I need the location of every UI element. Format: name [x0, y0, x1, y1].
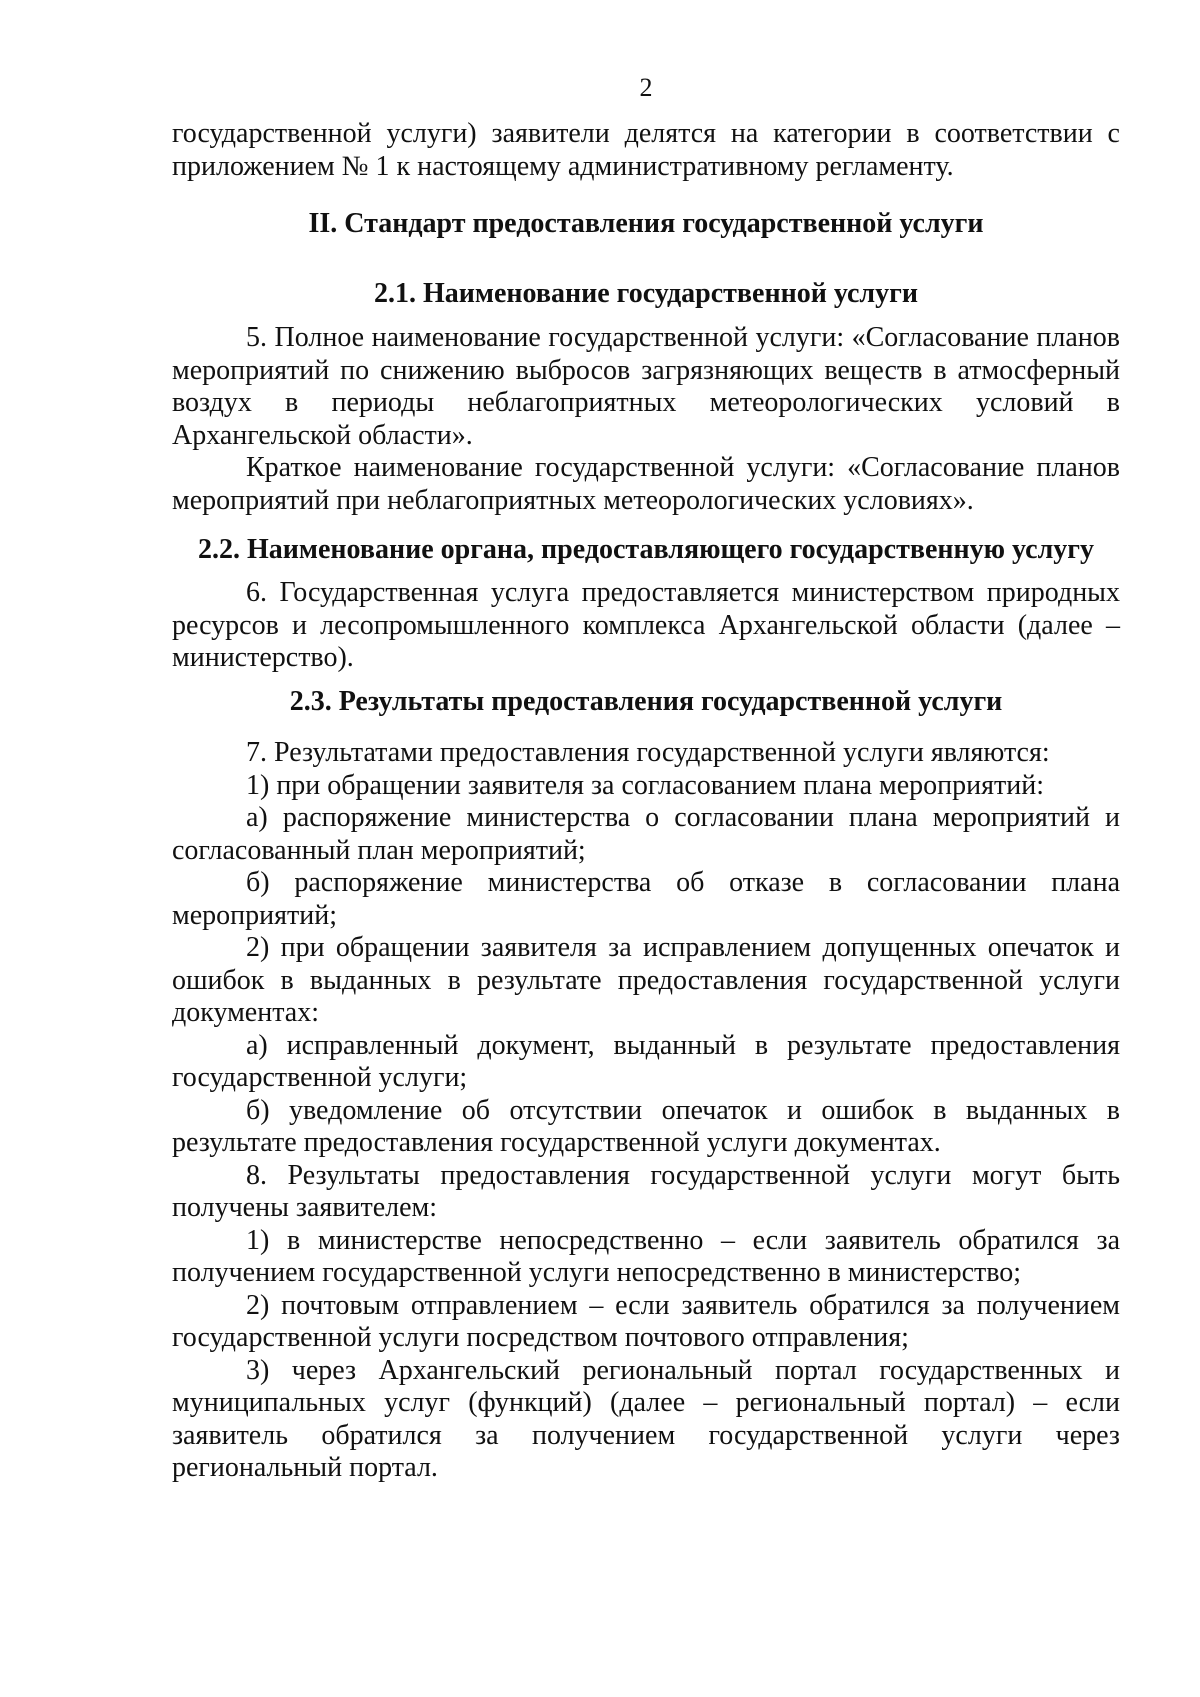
list-item-7-1-a: а) распоряжение министерства о согласовании плана мероприятий и согласованный план мероприятий; [172, 802, 1120, 866]
section-2-2-body [172, 577, 1120, 675]
paragraph-5: 5. Полное наименование государственной услуги: «Согласование планов мероприятий по снижению выбросов загрязняющих веществ в атмосферный воздух в периоды неблагоприятных метеорологических условий в Архангельской области». [172, 322, 1120, 451]
list-item-7-2: 2) при обращении заявителя за исправлением допущенных опечаток и ошибок в выданных в результате предоставления государственной услуги документах: [172, 932, 1120, 1028]
section-2-3-body [172, 737, 1120, 1485]
list-item-8-3: 3) через Архангельский региональный портал государственных и муниципальных услуг (функций) (далее – региональный портал) – если заявитель обратился за получением государственной услуги через региональный портал. [172, 1354, 1120, 1483]
list-item-8-1: 1) в министерстве непосредственно – если заявитель обратился за получением государственной услуги непосредственно в министерство; [172, 1224, 1120, 1288]
section-2-1-title: 2.1. Наименование государственной услуги [374, 278, 918, 309]
paragraph-7: 7. Результатами предоставления государственной услуги являются: [246, 737, 1050, 768]
section-ii-title: II. Стандарт предоставления государственной услуги [308, 208, 984, 239]
list-item-7-1: 1) при обращении заявителя за согласованием плана мероприятий: [246, 769, 1044, 801]
paragraph-6: 6. Государственная услуга предоставляется министерством природных ресурсов и лесопромышленного комплекса Архангельской области (далее – министерство). [172, 577, 1120, 673]
list-item-8-2: 2) почтовым отправлением – если заявитель обратился за получением государственной услуги посредством почтового отправления; [172, 1289, 1120, 1353]
section-2-2-title: 2.2. Наименование органа, предоставляющего государственную услугу [197, 534, 1095, 565]
paragraph-8: 8. Результаты предоставления государственной услуги могут быть получены заявителем: [172, 1159, 1120, 1223]
list-item-7-2-b: б) уведомление об отсутствии опечаток и ошибок в выданных в результате предоставления государственной услуги документах. [172, 1094, 1120, 1158]
list-item-7-1-b: б) распоряжение министерства об отказе в согласовании плана мероприятий; [172, 867, 1120, 931]
section-2-3-title: 2.3. Результаты предоставления государственной услуги [289, 686, 1003, 717]
list-item-7-2-a: а) исправленный документ, выданный в результате предоставления государственной услуги; [172, 1029, 1120, 1093]
intro-paragraph: государственной услуги) заявители делятся на категории в соответствии с приложением № 1 к настоящему административному регламенту. [172, 118, 1120, 182]
section-2-1-body [172, 322, 1120, 517]
page-number: 2 [639, 73, 653, 102]
paragraph-short-name: Краткое наименование государственной услуги: «Согласование планов мероприятий при неблагоприятных метеорологических условиях». [172, 452, 1120, 516]
